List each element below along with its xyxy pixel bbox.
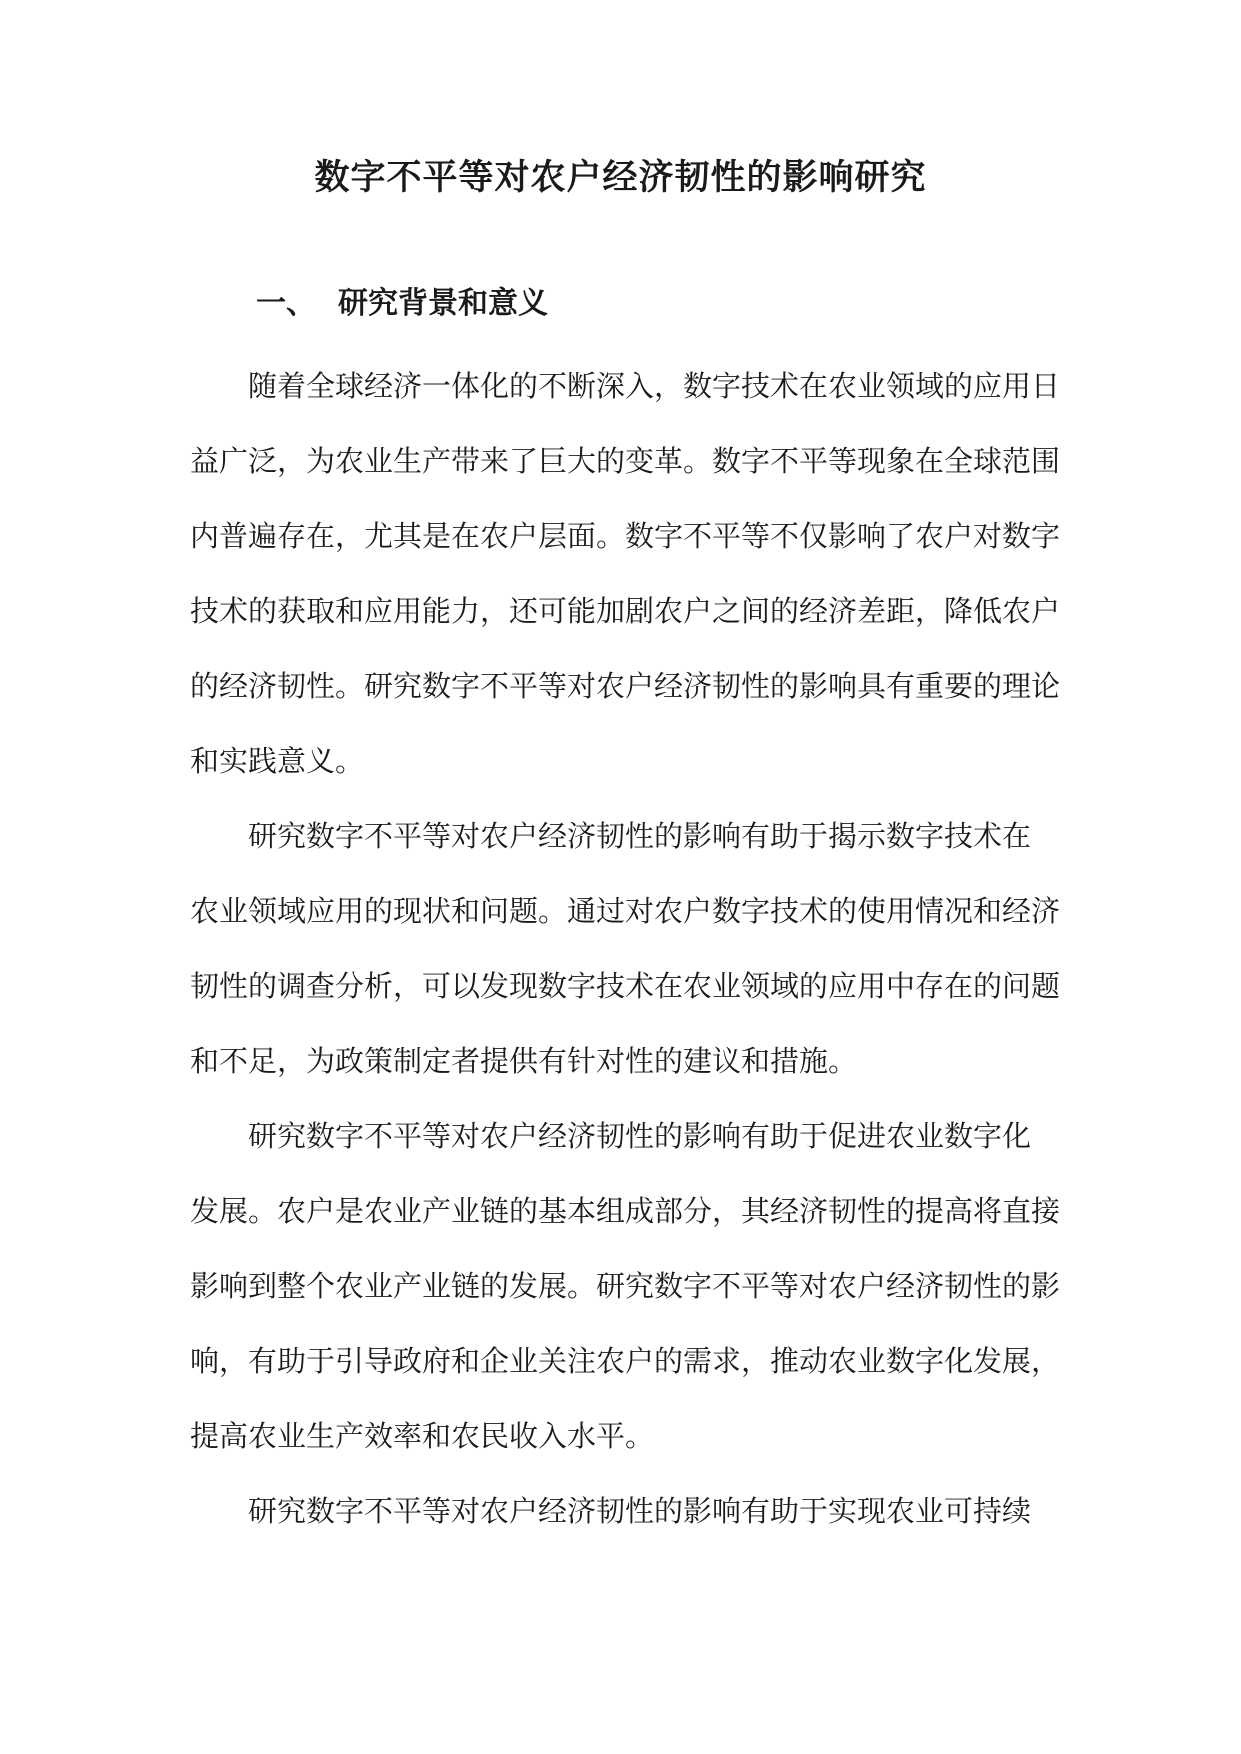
paragraph-line: 的经济韧性。研究数字不平等对农户经济韧性的影响具有重要的理论 — [190, 669, 1061, 703]
section-heading — [256, 280, 548, 328]
paragraph-line: 研究数字不平等对农户经济韧性的影响有助于促进农业数字化 — [248, 1119, 1032, 1153]
paragraph-line: 影响到整个农业产业链的发展。研究数字不平等对农户经济韧性的影 — [190, 1269, 1061, 1303]
paragraph-line: 发展。农户是农业产业链的基本组成部分，其经济韧性的提高将直接 — [190, 1194, 1061, 1228]
paragraph — [190, 812, 1060, 1112]
paragraph-line: 和不足，为政策制定者提供有针对性的建议和措施。 — [190, 1044, 858, 1078]
paragraph-line: 随着全球经济一体化的不断深入，数字技术在农业领域的应用日 — [248, 369, 1061, 403]
paragraph-line: 农业领域应用的现状和问题。通过对农户数字技术的使用情况和经济 — [190, 894, 1061, 928]
paragraph-line: 研究数字不平等对农户经济韧性的影响有助于揭示数字技术在 — [248, 819, 1032, 853]
paragraph-line: 和实践意义。 — [190, 744, 365, 778]
document-title: 数字不平等对农户经济韧性的影响研究 — [314, 157, 927, 198]
section-title: 研究背景和意义 — [338, 286, 548, 321]
paragraph-line: 内普遍存在，尤其是在农户层面。数字不平等不仅影响了农户对数字 — [190, 519, 1061, 553]
paragraph-line: 韧性的调查分析，可以发现数字技术在农业领域的应用中存在的问题 — [190, 969, 1061, 1003]
paragraph-line: 技术的获取和应用能力，还可能加剧农户之间的经济差距，降低农户 — [190, 594, 1061, 628]
paragraph-line: 提高农业生产效率和农民收入水平。 — [190, 1419, 655, 1453]
body-text — [190, 362, 1060, 1562]
paragraph — [190, 1487, 1060, 1562]
section-number: 一、 — [256, 286, 316, 321]
paragraph-line: 益广泛，为农业生产带来了巨大的变革。数字不平等现象在全球范围 — [190, 444, 1061, 478]
paragraph-line: 响，有助于引导政府和企业关注农户的需求，推动农业数字化发展， — [190, 1344, 1061, 1378]
paragraph-line: 研究数字不平等对农户经济韧性的影响有助于实现农业可持续 — [248, 1494, 1032, 1528]
paragraph — [190, 362, 1060, 812]
paragraph — [190, 1112, 1060, 1487]
